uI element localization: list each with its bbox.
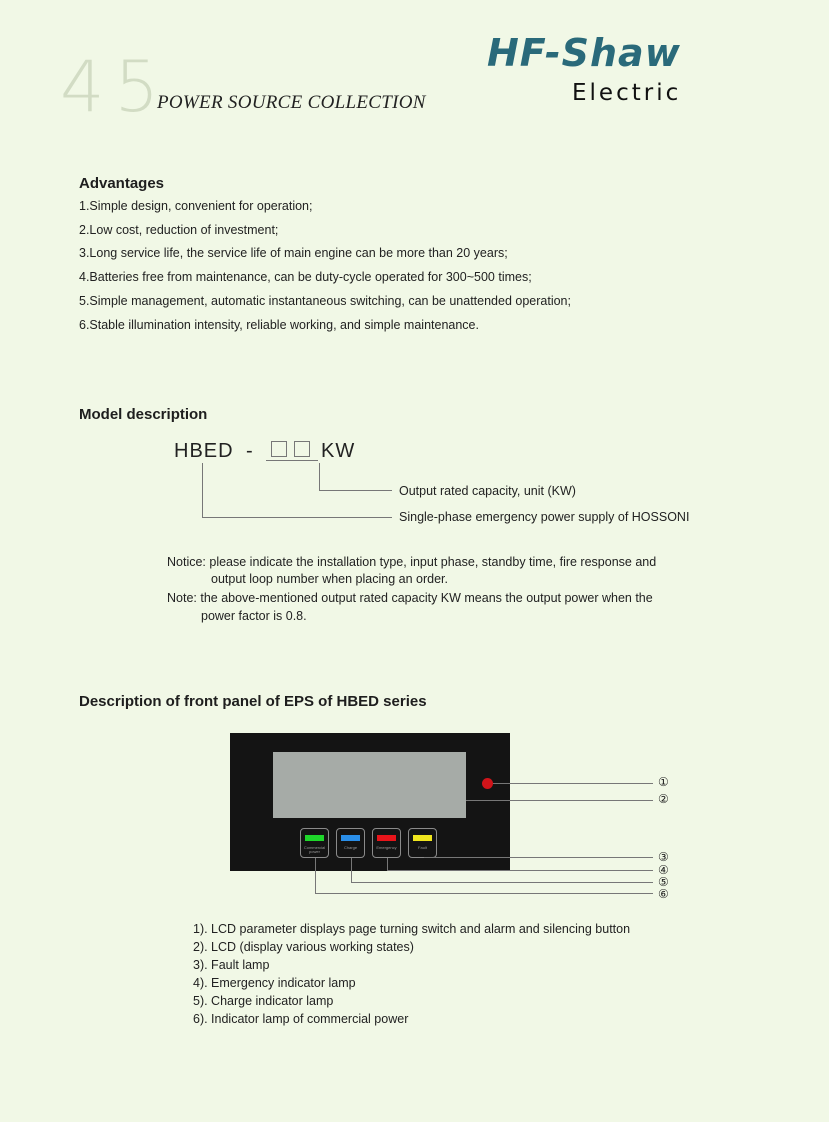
advantage-item: 4.Batteries free from maintenance, can be duty-cycle operated for 300~500 times; xyxy=(79,270,532,284)
commercial-power-lamp xyxy=(300,828,329,858)
advantage-item: 2.Low cost, reduction of investment; xyxy=(79,223,279,237)
callout-number: ⑤ xyxy=(658,875,669,889)
callout-number: ⑥ xyxy=(658,887,669,901)
advantage-item: 5.Simple management, automatic instantaneous switching, can be unattended operation; xyxy=(79,294,571,308)
callout-number: ④ xyxy=(658,863,669,877)
panel-description: 6). Indicator lamp of commercial power xyxy=(193,1012,409,1026)
model-heading: Model description xyxy=(79,406,208,423)
yellow-lamp-icon xyxy=(413,835,432,841)
callout-line-3 xyxy=(424,857,653,858)
panel-description: 3). Fault lamp xyxy=(193,958,270,972)
model-code-prefix: HBED xyxy=(174,440,234,462)
series-label: Single-phase emergency power supply of HOSSONI xyxy=(399,510,690,524)
panel-heading: Description of front panel of EPS of HBED series xyxy=(79,693,427,710)
note-line: power factor is 0.8. xyxy=(201,609,307,623)
leader-line-capacity xyxy=(319,490,392,491)
box-underline xyxy=(266,460,318,461)
red-lamp-icon xyxy=(377,835,396,841)
callout-number: ② xyxy=(658,792,669,806)
brand-logo-sub: Electric xyxy=(572,80,682,106)
model-code-suffix: KW xyxy=(321,440,356,462)
green-lamp-icon xyxy=(305,835,324,841)
page-turn-alarm-button[interactable] xyxy=(482,778,493,789)
capacity-digit-box xyxy=(294,441,310,457)
advantage-item: 6.Stable illumination intensity, reliable working, and simple maintenance. xyxy=(79,318,479,332)
emergency-lamp xyxy=(372,828,401,858)
advantage-item: 1.Simple design, convenient for operation; xyxy=(79,199,313,213)
panel-description: 2). LCD (display various working states) xyxy=(193,940,414,954)
callout-line-2 xyxy=(466,800,653,801)
notice-line: Notice: please indicate the installation type, input phase, standby time, fire response and xyxy=(167,555,657,569)
callout-line-6 xyxy=(315,858,316,894)
collection-title: POWER SOURCE COLLECTION xyxy=(157,92,426,113)
callout-line-5 xyxy=(351,858,352,883)
capacity-label: Output rated capacity, unit (KW) xyxy=(399,484,576,498)
callout-line-4 xyxy=(387,870,653,871)
leader-line-series xyxy=(202,463,203,517)
lamp-label: Commercial power xyxy=(303,845,326,855)
callout-number: ③ xyxy=(658,850,669,864)
blue-lamp-icon xyxy=(341,835,360,841)
panel-description: 5). Charge indicator lamp xyxy=(193,994,334,1008)
leader-line-series xyxy=(202,517,392,518)
callout-line-5 xyxy=(351,882,653,883)
lcd-display xyxy=(273,752,466,818)
panel-description: 4). Emergency indicator lamp xyxy=(193,976,356,990)
capacity-digit-box xyxy=(271,441,287,457)
lamp-label: Fault xyxy=(418,845,427,850)
page-number: 45 xyxy=(60,46,170,128)
charge-lamp xyxy=(336,828,365,858)
note-line: Note: the above-mentioned output rated capacity KW means the output power when the xyxy=(167,591,653,605)
notice-line: output loop number when placing an order. xyxy=(211,572,448,586)
lamp-label: Emergency xyxy=(376,845,397,850)
model-code-dash: - xyxy=(246,440,254,462)
advantages-heading: Advantages xyxy=(79,175,165,192)
fault-lamp xyxy=(408,828,437,858)
leader-line-capacity xyxy=(319,463,320,490)
callout-line-6 xyxy=(315,893,653,894)
callout-line-1 xyxy=(493,783,653,784)
brand-logo: HF-Shaw xyxy=(487,31,681,75)
panel-description: 1). LCD parameter displays page turning switch and alarm and silencing button xyxy=(193,922,631,936)
advantage-item: 3.Long service life, the service life of main engine can be more than 20 years; xyxy=(79,246,508,260)
lamp-label: Charge xyxy=(343,845,358,850)
callout-number: ① xyxy=(658,775,669,789)
